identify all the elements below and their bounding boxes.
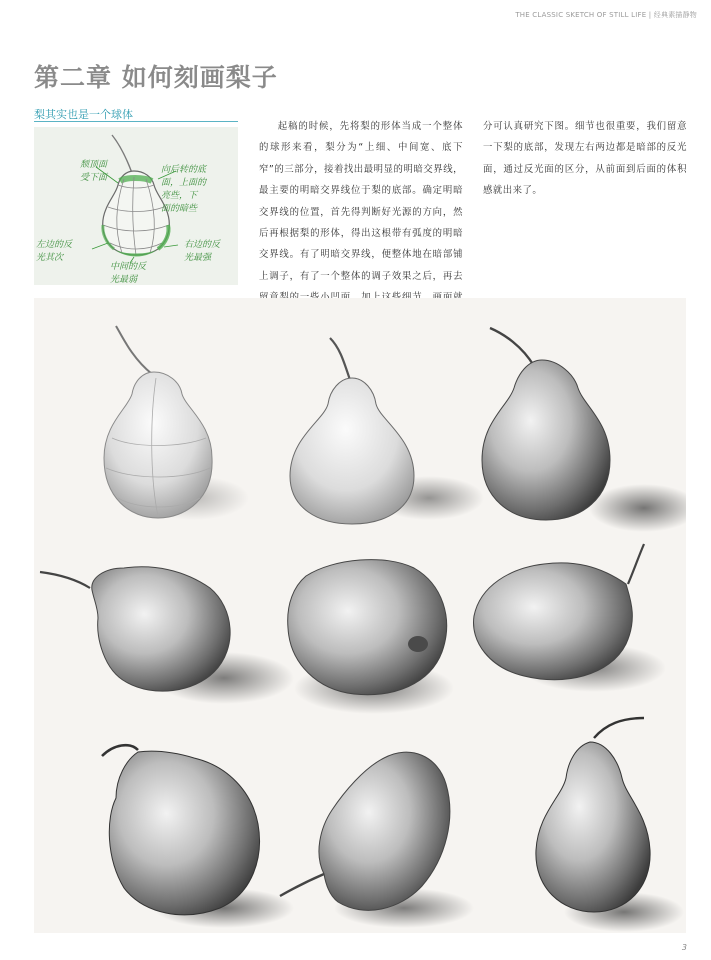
pear-sketch-light-tone xyxy=(290,338,484,524)
pear-lying-left xyxy=(40,567,294,704)
pear-bottom-upright xyxy=(536,718,684,932)
annotation-bottom-mid: 中间的反 光最弱 xyxy=(110,262,147,285)
pear-bottom-tilted xyxy=(280,752,474,928)
subtitle-underline xyxy=(34,121,238,122)
body-text-column-1: 起稿的时候，先将梨的形体当成一个整体的球形来看，梨分为“上细、中间宽、底下窄”的三部分，接着找出最明显的明暗交界线，最主要的明暗交界线位于梨的底部。确定明暗交界线的位置，首先得判断好光源的方向，然后再根据梨的形体，得出这根带有弧度的明暗交界线。有了明暗交界线，便整体地在暗部铺上调子，有了一个整体的调子效果之后，再去 xyxy=(259,121,463,282)
annotation-bottom-left: 左边的反 光其次 xyxy=(36,240,73,263)
annotation-top-right: 向后转的底 面，上面的 亮些，下 面的暗些 xyxy=(161,165,207,214)
pear-structure-diagram xyxy=(34,127,238,285)
page-number: 3 xyxy=(681,943,687,952)
annotation-bottom-right: 右边的反 光最强 xyxy=(184,240,221,263)
pear-sketch-illustration xyxy=(34,298,686,933)
pear-lying-right xyxy=(473,544,666,692)
pear-lying-front xyxy=(288,560,454,714)
body-text-column-2: 分可认真研究下图。细节也很重要，我们留意一下梨的底部，发现左右两边都是暗部的反光面，通过反光面的区分，从前面到后面的体积感就出来了。 xyxy=(483,121,687,197)
annotation-top-left: 颓顶面 受下面 xyxy=(80,160,108,183)
running-head: THE CLASSIC SKETCH OF STILL LIFE | 经典素描静物 xyxy=(515,11,697,19)
pear-sketch-outline xyxy=(104,326,249,520)
section-subtitle: 梨其实也是一个球体 xyxy=(34,108,133,121)
pear-bottom-left xyxy=(102,745,294,928)
nine-pear-sketches xyxy=(34,298,686,933)
chapter-title: 第二章 如何刻画梨子 xyxy=(34,63,278,92)
pear-sketch-full-tone xyxy=(482,328,686,532)
